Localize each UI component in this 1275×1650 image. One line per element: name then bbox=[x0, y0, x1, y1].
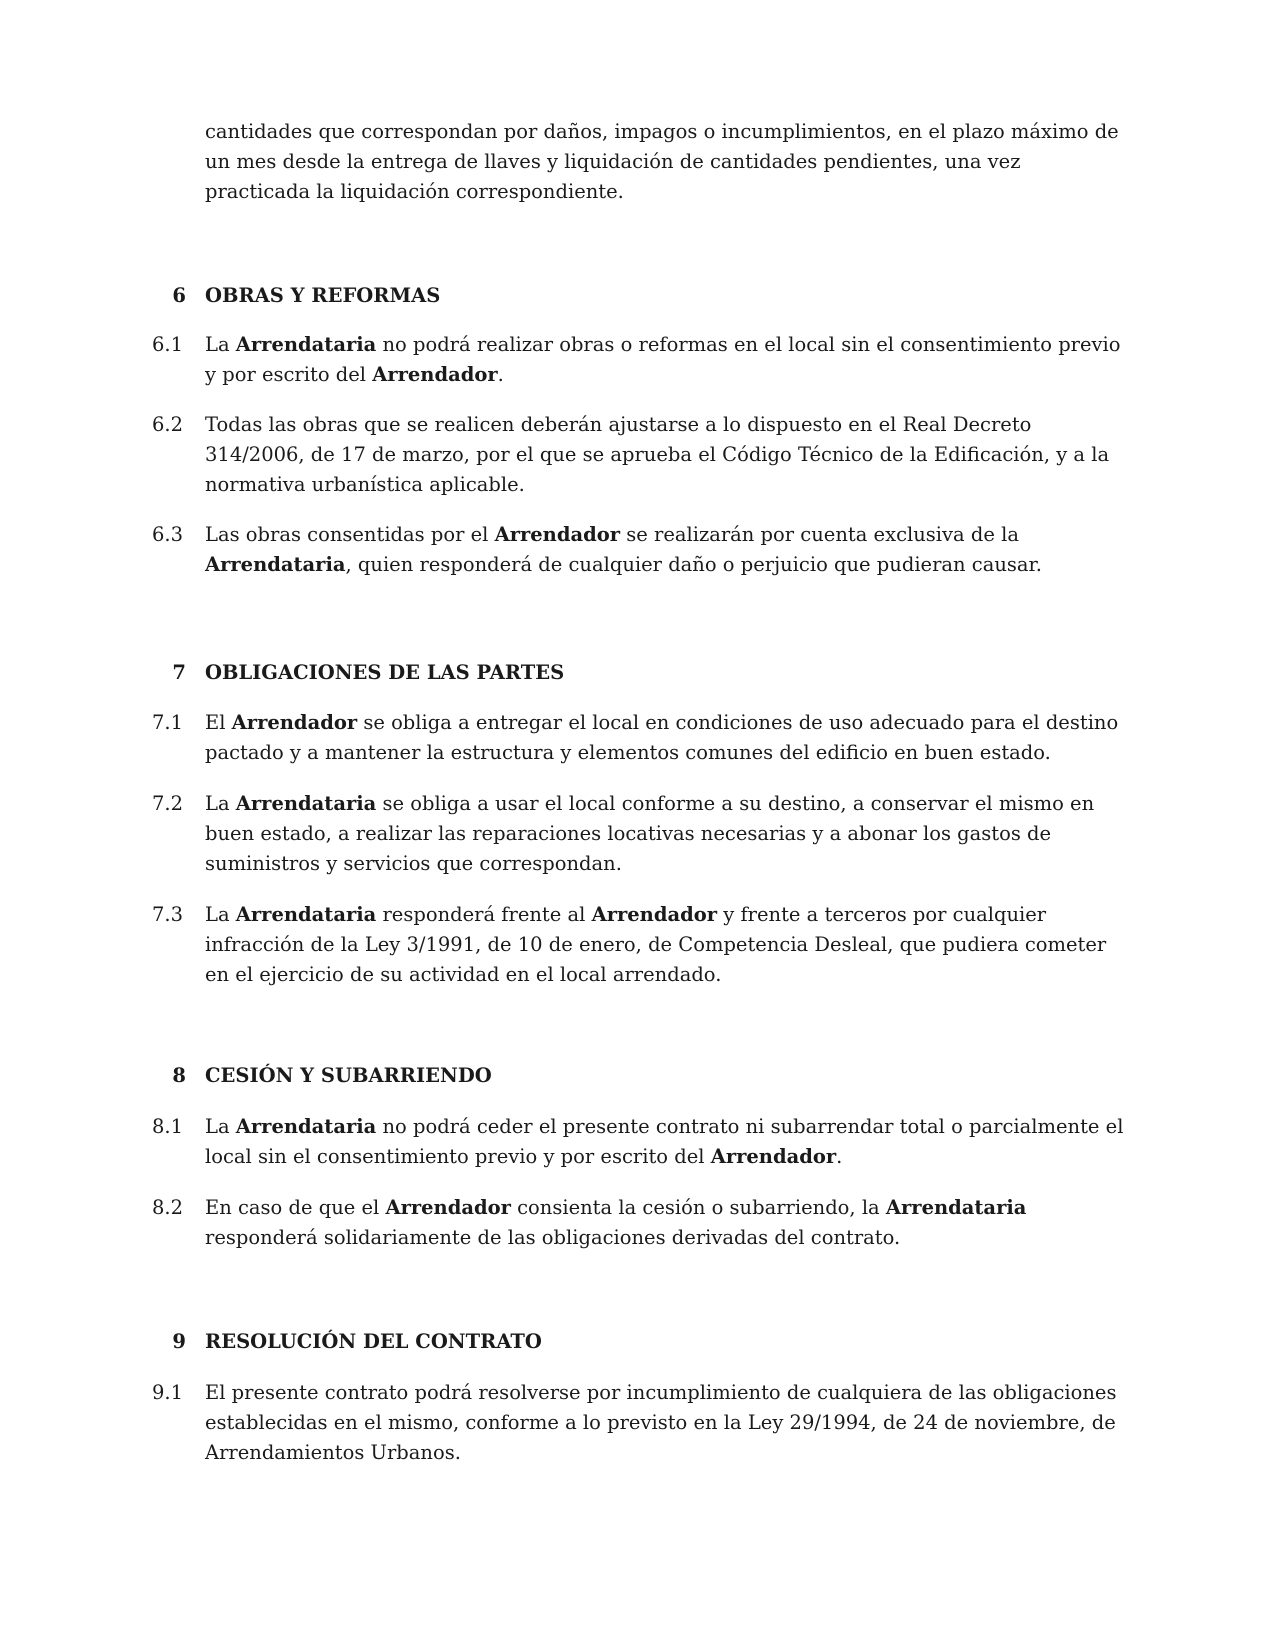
clause-text: La Arrendataria se obliga a usar el local conforme a su destino, a conservar el mismo en buen estado, a realizar las reparaciones locativas necesarias y a abonar los gastos de suministros y servicios que correspondan. bbox=[205, 792, 1095, 875]
section-title: OBRAS Y REFORMAS bbox=[205, 284, 441, 307]
section-number: 9 bbox=[172, 1330, 186, 1353]
clause-number: 8.1 bbox=[152, 1115, 184, 1138]
clause-text: En caso de que el Arrendador consienta la cesión o subarriendo, la Arrendataria responderá solidariamente de las obligaciones derivadas del contrato. bbox=[205, 1196, 1027, 1249]
clause-text: La Arrendataria responderá frente al Arrendador y frente a terceros por cualquier infracción de la Ley 3/1991, de 10 de enero, de Competencia Desleal, que pudiera cometer en el ejercicio de su actividad en el local arrendado. bbox=[205, 903, 1107, 986]
clause-text: La Arrendataria no podrá realizar obras o reformas en el local sin el consentimiento previo y por escrito del Arrendador. bbox=[205, 333, 1121, 386]
section-number: 8 bbox=[172, 1064, 186, 1087]
clause-number: 7.2 bbox=[152, 792, 184, 815]
section-title: OBLIGACIONES DE LAS PARTES bbox=[205, 661, 565, 684]
clause-number: 6.1 bbox=[152, 333, 184, 356]
clause-number: 9.1 bbox=[152, 1381, 184, 1404]
clause-text: La Arrendataria no podrá ceder el presente contrato ni subarrendar total o parcialmente el local sin el consentimiento previo y por escrito del Arrendador. bbox=[205, 1115, 1124, 1168]
section-number: 7 bbox=[172, 661, 186, 684]
clause-text: El presente contrato podrá resolverse por incumplimiento de cualquiera de las obligaciones establecidas en el mismo, conforme a lo previsto en la Ley 29/1994, de 24 de noviembre, de Arrendamientos Urbanos. bbox=[205, 1381, 1117, 1464]
clause-number: 7.3 bbox=[152, 903, 184, 926]
clause-number: 6.2 bbox=[152, 413, 184, 436]
clause-text: Todas las obras que se realicen deberán ajustarse a lo dispuesto en el Real Decreto 314/2006, de 17 de marzo, por el que se aprueba el Código Técnico de la Edificación, y a la normativa urbanística aplicable. bbox=[205, 413, 1110, 496]
intro-paragraph: cantidades que correspondan por daños, impagos o incumplimientos, en el plazo máximo de un mes desde la entrega de llaves y liquidación de cantidades pendientes, una vez practicada la liquidación correspondiente. bbox=[205, 120, 1119, 203]
clause-text: Las obras consentidas por el Arrendador se realizarán por cuenta exclusiva de la Arrendataria, quien responderá de cualquier daño o perjuicio que pudieran causar. bbox=[205, 523, 1042, 576]
section-title: RESOLUCIÓN DEL CONTRATO bbox=[205, 1330, 542, 1353]
section-number: 6 bbox=[172, 284, 186, 307]
clause-number: 8.2 bbox=[152, 1196, 184, 1219]
clause-number: 6.3 bbox=[152, 523, 184, 546]
clause-text: El Arrendador se obliga a entregar el local en condiciones de uso adecuado para el destino pactado y a mantener la estructura y elementos comunes del edificio en buen estado. bbox=[205, 711, 1119, 764]
clause-number: 7.1 bbox=[152, 711, 184, 734]
section-title: CESIÓN Y SUBARRIENDO bbox=[205, 1064, 492, 1087]
